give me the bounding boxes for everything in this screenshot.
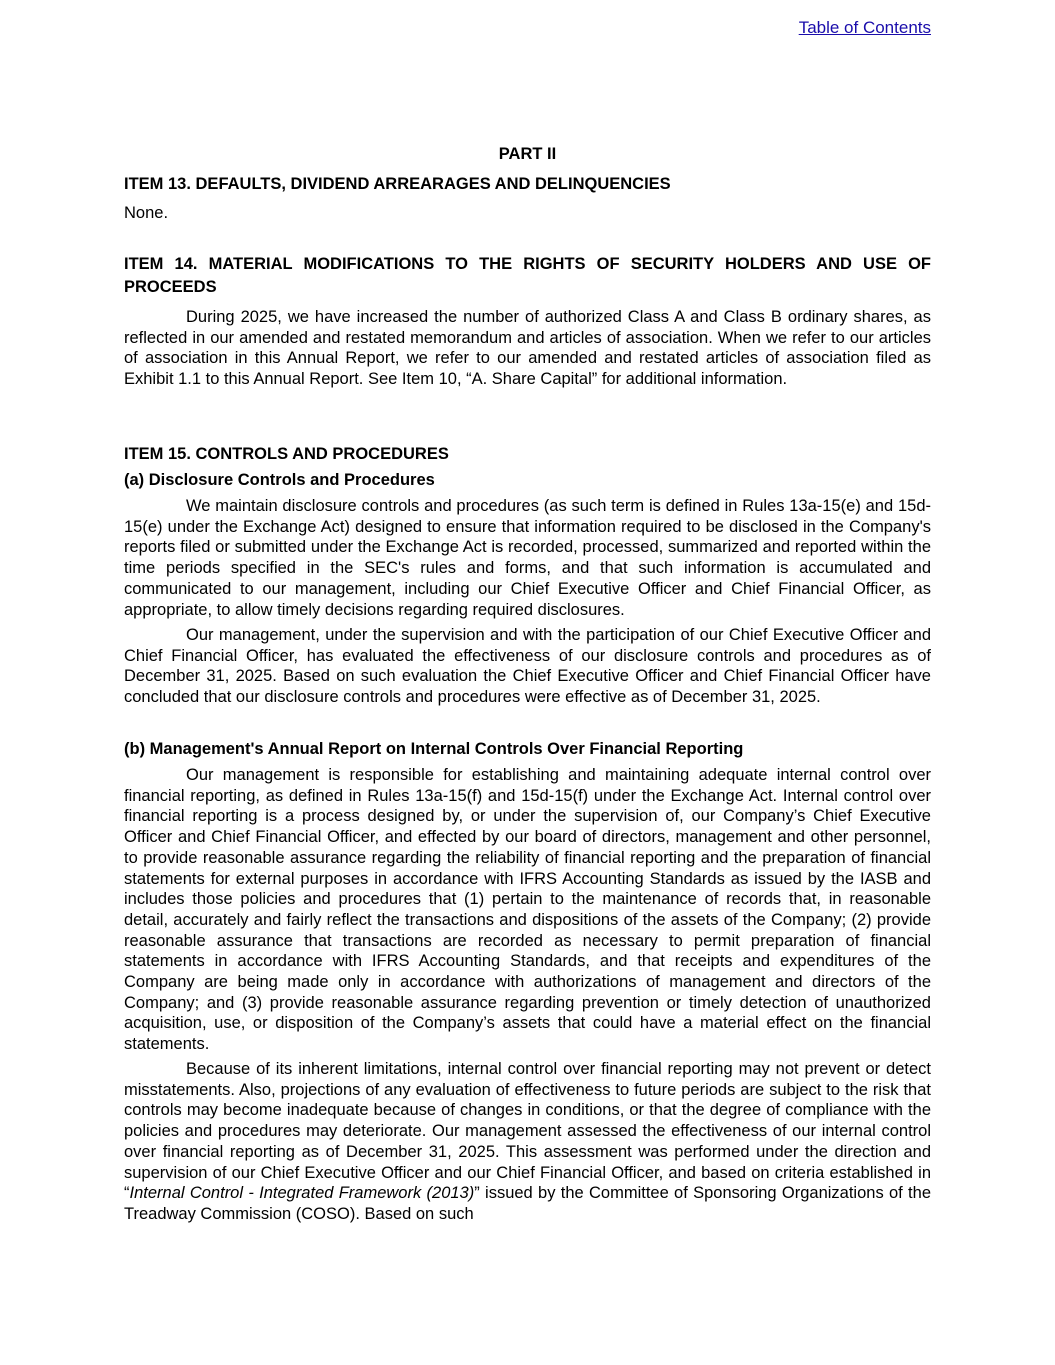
- item-15a-paragraph-1: We maintain disclosure controls and procedures (as such term is defined in Rules 13a-15(e) and 15d-15(e) under the Exchange Act) designed to ensure that information required to be disclosed in the Company's reports filed or submitted under the Exchange Act is recorded, processed, summarized and reported within the time periods specified in the SEC's rules and forms, and that such information is accumulated and communicated to our management, including our Chief Executive Officer and Chief Financial Officer, as appropriate, to allow timely decisions regarding required disclosures.: [124, 497, 931, 619]
- item-14-body: During 2025, we have increased the number of authorized Class A and Class B ordinary shares, as reflected in our amended and restated memorandum and articles of association. When we refer to our articles of association in this Annual Report, we refer to our amended and restated articles of association filed as Exhibit 1.1 to this Annual Report. See Item 10, “A. Share Capital” for additional information.: [124, 308, 931, 389]
- part-title: PART II: [498, 145, 557, 163]
- item-15a-paragraph-2: Our management, under the supervision and with the participation of our Chief Executive Officer and Chief Financial Officer, has evaluated the effectiveness of our disclosure controls and procedures as of December 31, 2025. Based on such evaluation the Chief Executive Officer and Chief Financial Officer have concluded that our disclosure controls and procedures were effective as of December 31, 2025.: [124, 626, 931, 707]
- item-15a-heading: (a) Disclosure Controls and Procedures: [124, 471, 435, 489]
- item-13-body: None.: [124, 204, 169, 222]
- item-15b-paragraph-2-text-end: ” issued by the Committee of Sponsoring Organizations of the Treadway Commission (COSO). Based on such: [124, 1184, 931, 1223]
- item-15b-paragraph-1: Our management is responsible for establishing and maintaining adequate internal control over financial reporting, as defined in Rules 13a-15(f) and 15d-15(f) under the Exchange Act. Internal control over financial reporting is a process designed by, or under the supervision of, our Company’s Chief Executive Officer and Chief Financial Officer, and effected by our board of directors, management and other personnel, to provide reasonable assurance regarding the reliability of financial reporting and the preparation of financial statements for external purposes in accordance with IFRS Accounting Standards as issued by the IASB and includes those policies and procedures that (1) pertain to the maintenance of records that, in reasonable detail, accurately and fairly reflect the transactions and dispositions of the assets of the Company; (2) provide reasonable assurance that transactions are recorded as necessary to permit preparation of financial statements in accordance with IFRS Accounting Standards, and that receipts and expenditures of the Company are being made only in accordance with authorizations of management and directors of the Company; and (3) provide reasonable assurance regarding prevention or timely detection of unauthorized acquisition, use, or disposition of the Company’s assets that could have a material effect on the financial statements.: [124, 766, 931, 1054]
- item-14-heading: ITEM 14. MATERIAL MODIFICATIONS TO THE RIGHTS OF SECURITY HOLDERS AND USE OF PROCEEDS: [124, 255, 931, 296]
- item-15b-heading: (b) Management's Annual Report on Internal Controls Over Financial Reporting: [124, 740, 744, 758]
- item-15b-paragraph-2-text-start: Because of its inherent limitations, internal control over financial reporting may not prevent or detect misstatements. Also, projections of any evaluation of effectiveness to future periods are subject to the risk that controls may become inadequate because of changes in conditions, or that the degree of compliance with the policies and procedures may deteriorate. Our management assessed the effectiveness of our internal control over financial reporting as of December 31, 2025. This assessment was performed under the direction and supervision of our Chief Executive Officer and our Chief Financial Officer, and based on criteria established in “: [124, 1060, 931, 1203]
- coso-framework-title: Internal Control - Integrated Framework (2013): [129, 1184, 475, 1203]
- item-15b-paragraph-2: [124, 1059, 931, 1225]
- item-13-heading: ITEM 13. DEFAULTS, DIVIDEND ARREARAGES AND DELINQUENCIES: [124, 175, 671, 193]
- item-15-heading: ITEM 15. CONTROLS AND PROCEDURES: [124, 445, 449, 463]
- table-of-contents-link[interactable]: Table of Contents: [798, 18, 931, 37]
